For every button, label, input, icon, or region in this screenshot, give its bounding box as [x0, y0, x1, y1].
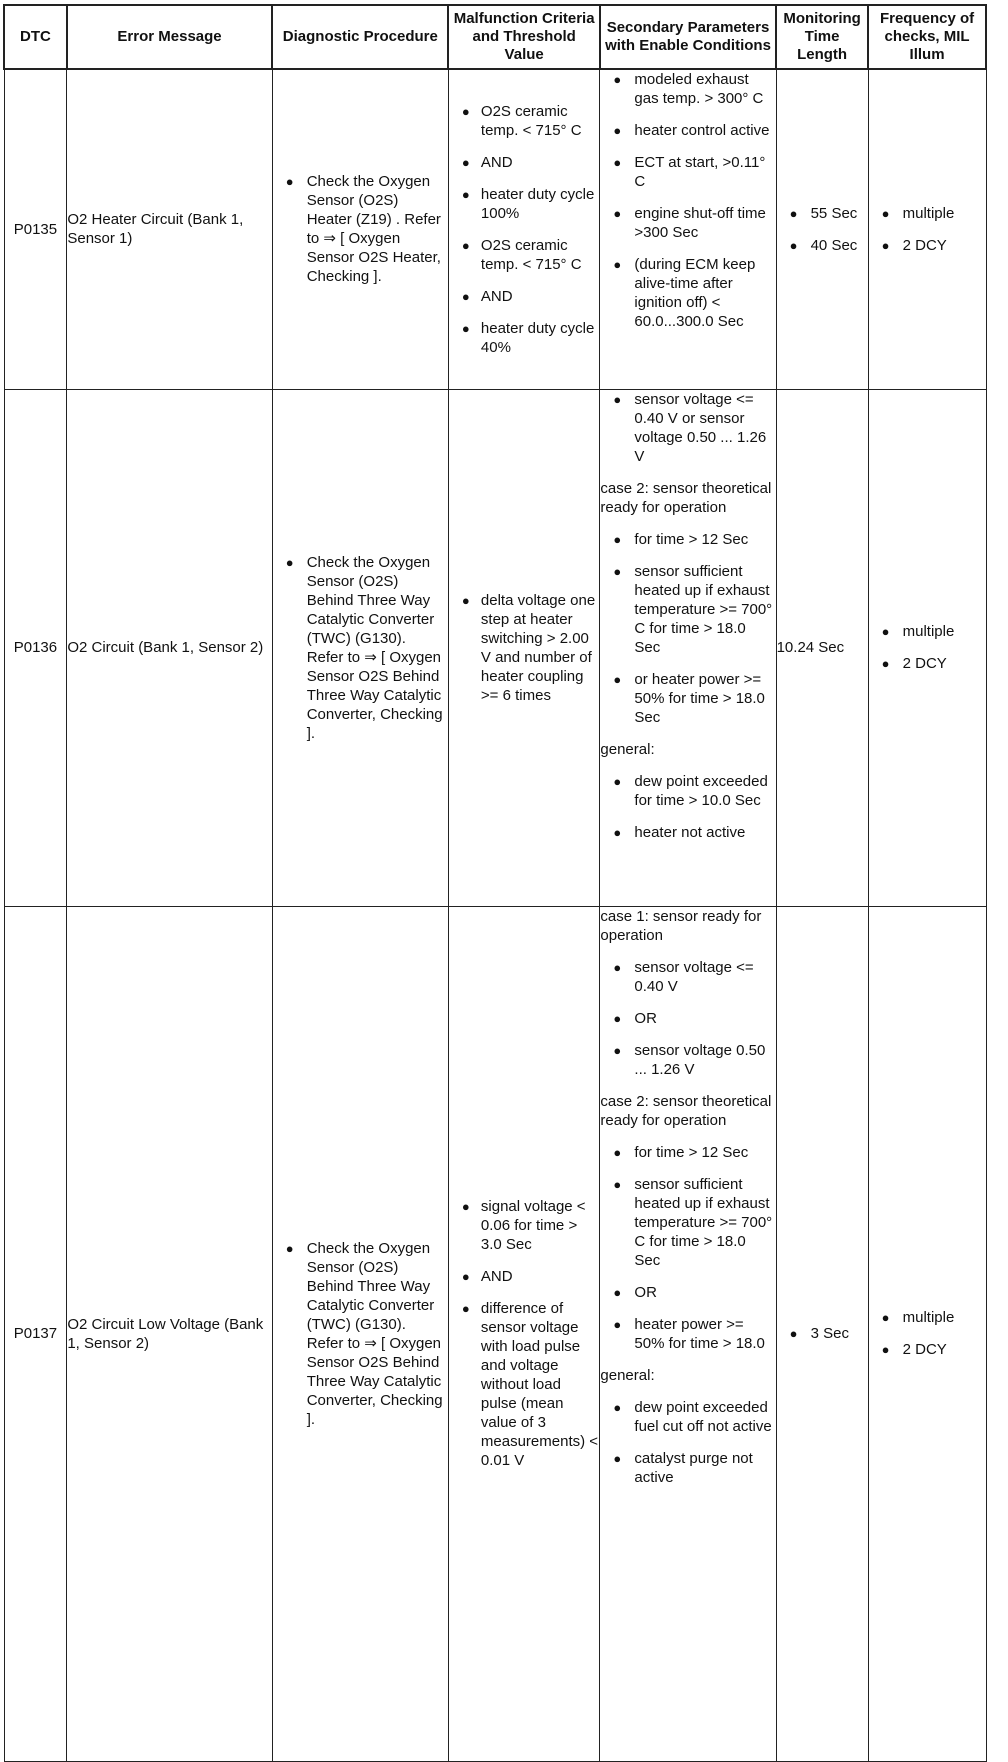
list-item: ● dew point exceeded for time > 10.0 Sec	[600, 772, 775, 810]
list-item: ● (during ECM keep alive-time after ignition off) < 60.0...300.0 Sec	[600, 255, 775, 331]
frequency	[868, 389, 986, 906]
table-row	[4, 69, 986, 389]
list-item: ● 2 DCY	[869, 654, 986, 673]
list-item: ● 3 Sec	[777, 1324, 868, 1343]
procedure-link[interactable]: ● Check the Oxygen Sensor (O2S) Behind Three Way Catalytic Converter (TWC) (G130). Refer to ⇒ [ Oxygen Sensor O2S Behind Three Way Catalytic Converter, Checking ].	[273, 1239, 446, 1429]
header-diagnostic-procedure: Diagnostic Procedure	[272, 5, 448, 69]
monitoring-time	[776, 69, 868, 389]
table-row	[4, 906, 986, 1761]
header-monitoring-time: Monitoring Time Length	[776, 5, 868, 69]
list-item: ● multiple	[869, 1308, 986, 1327]
list-item: ● multiple	[869, 622, 986, 641]
list-item: ● sensor voltage <= 0.40 V or sensor voltage 0.50 ... 1.26 V	[600, 390, 775, 466]
list-item: ● 55 Sec	[777, 204, 868, 223]
general-heading: general:	[600, 740, 655, 758]
malfunction-criteria	[448, 906, 600, 1761]
monitoring-time	[776, 906, 868, 1761]
diagnostic-procedure	[272, 906, 448, 1761]
general-heading: general:	[600, 1366, 655, 1384]
case-heading: case 2: sensor theoretical ready for operation	[600, 479, 772, 516]
list-item: ● AND	[449, 1267, 600, 1286]
list-item: ● difference of sensor voltage with load pulse and voltage without load pulse (mean value of 3 measurements) < 0.01 V	[449, 1299, 600, 1470]
table-row	[4, 389, 986, 906]
list-item: ● for time > 12 Sec	[600, 530, 775, 549]
list-item: ● OR	[600, 1283, 775, 1302]
secondary-parameters	[600, 389, 776, 906]
list-item: ● engine shut-off time >300 Sec	[600, 204, 775, 242]
case-heading: case 1: sensor ready for operation	[600, 907, 762, 944]
diagnostic-procedure	[272, 69, 448, 389]
list-item: ● catalyst purge not active	[600, 1449, 775, 1487]
header-dtc: DTC	[4, 5, 67, 69]
list-item: ● for time > 12 Sec	[600, 1143, 775, 1162]
list-item: ● heater duty cycle 100%	[449, 185, 600, 223]
frequency	[868, 69, 986, 389]
header-row	[4, 5, 986, 69]
procedure-link[interactable]: ● Check the Oxygen Sensor (O2S) Heater (Z19) . Refer to ⇒ [ Oxygen Sensor O2S Heater, Checking ].	[273, 172, 446, 286]
secondary-parameters	[600, 69, 776, 389]
list-item: ● AND	[449, 287, 600, 306]
list-item: ● O2S ceramic temp. < 715° C	[449, 236, 600, 274]
case-heading: case 2: sensor theoretical ready for operation	[600, 1092, 772, 1129]
malfunction-criteria	[448, 389, 600, 906]
header-frequency: Frequency of checks, MIL Illum	[868, 5, 986, 69]
list-item: ● 2 DCY	[869, 236, 986, 255]
list-item: ● dew point exceeded fuel cut off not active	[600, 1398, 775, 1436]
list-item: ● AND	[449, 153, 600, 172]
malfunction-criteria	[448, 69, 600, 389]
list-item: ● or heater power >= 50% for time > 18.0 Sec	[600, 670, 775, 727]
list-item: ● heater not active	[600, 823, 775, 842]
list-item: ● O2S ceramic temp. < 715° C	[449, 102, 600, 140]
header-error-message: Error Message	[67, 5, 272, 69]
list-item: ● 2 DCY	[869, 1340, 986, 1359]
procedure-link[interactable]: ● Check the Oxygen Sensor (O2S) Behind Three Way Catalytic Converter (TWC) (G130). Refer to ⇒ [ Oxygen Sensor O2S Behind Three Way Catalytic Converter, Checking ].	[273, 553, 446, 743]
dtc-code: P0137	[4, 906, 67, 1761]
monitoring-time: 10.24 Sec	[776, 389, 868, 906]
list-item: ● 40 Sec	[777, 236, 868, 255]
dtc-table	[3, 4, 987, 1762]
list-item: ● heater control active	[600, 121, 775, 140]
frequency	[868, 906, 986, 1761]
list-item: ● signal voltage < 0.06 for time > 3.0 Sec	[449, 1197, 600, 1254]
list-item: ● heater power >= 50% for time > 18.0	[600, 1315, 775, 1353]
list-item: ● delta voltage one step at heater switching > 2.00 V and number of heater coupling >= 6 times	[449, 591, 600, 705]
list-item: ● sensor voltage 0.50 ... 1.26 V	[600, 1041, 775, 1079]
list-item: ● multiple	[869, 204, 986, 223]
header-malfunction-criteria: Malfunction Criteria and Threshold Value	[448, 5, 600, 69]
diagnostic-procedure	[272, 389, 448, 906]
error-message: O2 Circuit (Bank 1, Sensor 2)	[67, 389, 272, 906]
error-message: O2 Circuit Low Voltage (Bank 1, Sensor 2)	[67, 906, 272, 1761]
list-item: ● heater duty cycle 40%	[449, 319, 600, 357]
dtc-code: P0135	[4, 69, 67, 389]
header-secondary-parameters: Secondary Parameters with Enable Conditions	[600, 5, 776, 69]
error-message: O2 Heater Circuit (Bank 1, Sensor 1)	[67, 69, 272, 389]
list-item: ● OR	[600, 1009, 775, 1028]
list-item: ● ECT at start, >0.11° C	[600, 153, 775, 191]
list-item: ● sensor sufficient heated up if exhaust temperature >= 700° C for time > 18.0 Sec	[600, 562, 775, 657]
dtc-code: P0136	[4, 389, 67, 906]
secondary-parameters	[600, 906, 776, 1761]
list-item: ● sensor sufficient heated up if exhaust temperature >= 700° C for time > 18.0 Sec	[600, 1175, 775, 1270]
list-item: ● sensor voltage <= 0.40 V	[600, 958, 775, 996]
list-item: ● modeled exhaust gas temp. > 300° C	[600, 70, 775, 108]
